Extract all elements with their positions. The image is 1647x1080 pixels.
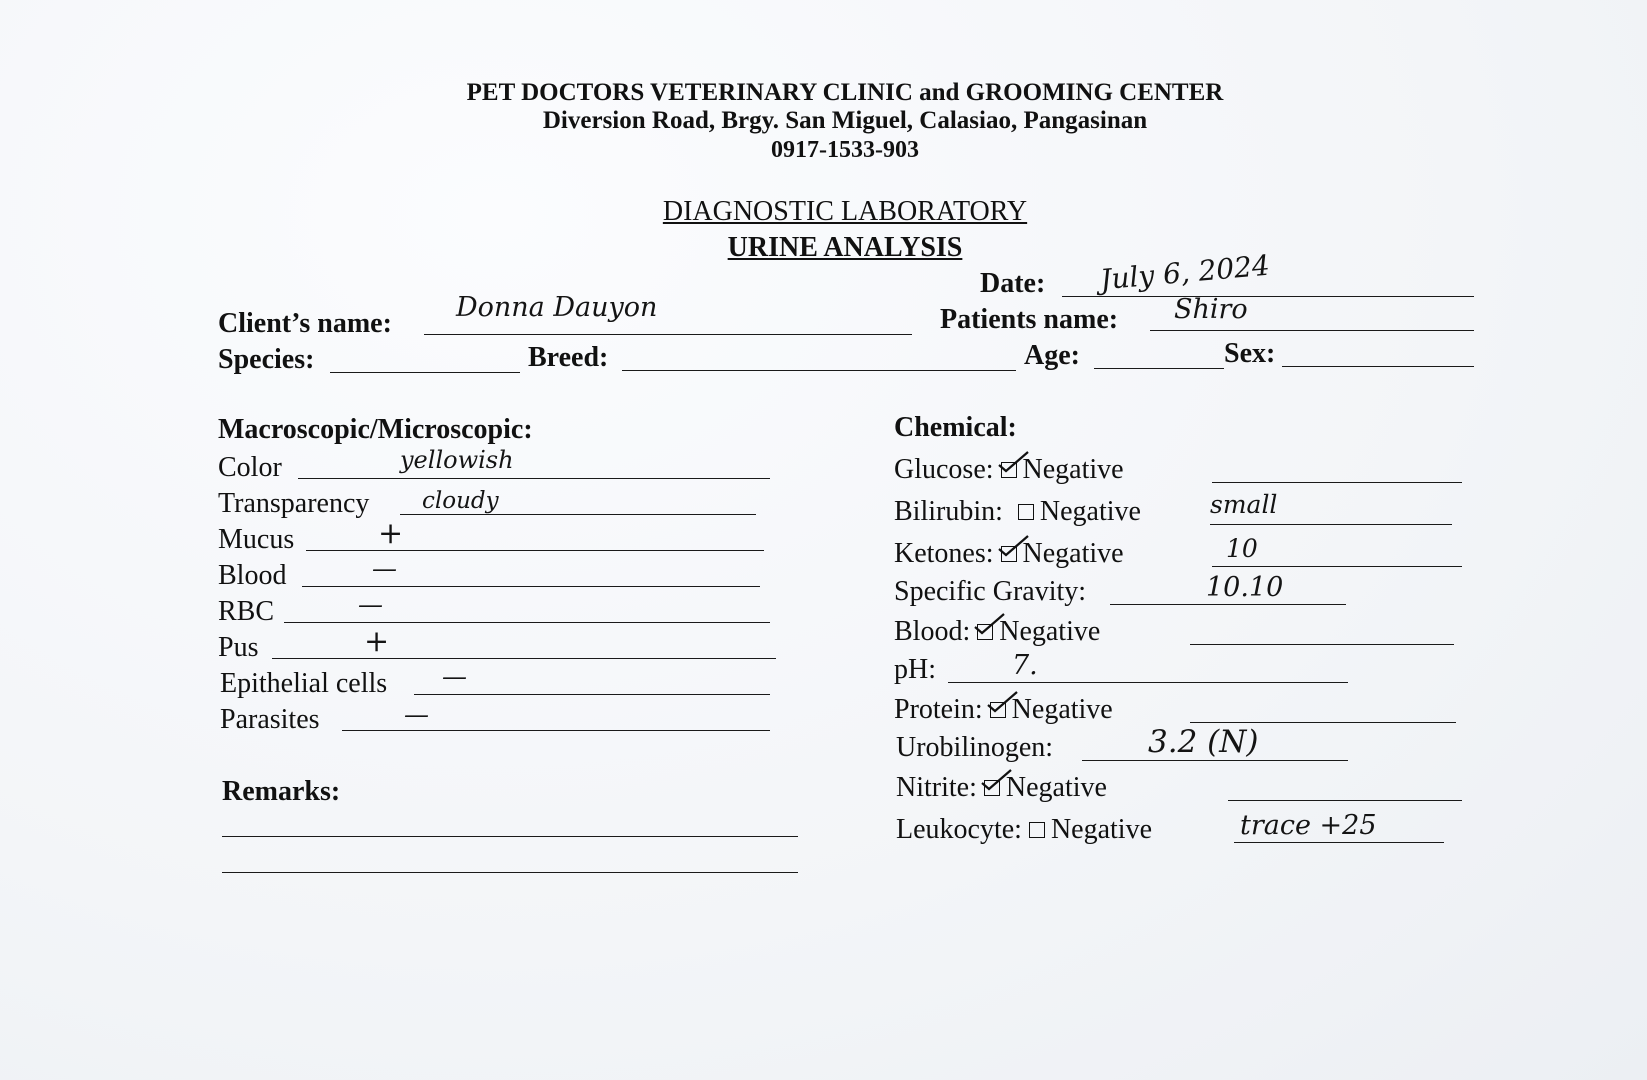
department-title: DIAGNOSTIC LABORATORY [662,196,1028,227]
clinic-name: PET DOCTORS VETERINARY CLINIC and GROOMING CENTER [466,79,1224,106]
clinic-phone: 0917-1533-903 [771,137,919,163]
leukocyte-checkbox[interactable] [1029,822,1045,838]
glucose-checkbox[interactable] [1001,462,1017,478]
blood-chem-label: Blood: [894,616,971,647]
client-name-label: Client’s name: [218,308,392,339]
glucose-row [894,454,1124,486]
specific-gravity-label: Specific Gravity: [894,576,1087,607]
ketones-checkbox[interactable] [1001,546,1017,562]
urobilinogen-label: Urobilinogen: [896,732,1054,763]
nitrite-row [896,772,1107,804]
sex-label: Sex: [1224,338,1276,369]
species-label: Species: [218,344,315,375]
rbc-value[interactable]: — [358,590,383,619]
patient-name-line [1150,330,1474,331]
transparency-value[interactable]: cloudy [422,488,499,514]
remarks-line-2[interactable] [222,872,798,873]
transparency-line [400,514,756,515]
leukocyte-negative: Negative [1050,814,1153,845]
pus-line [272,658,776,659]
leukocyte-row [896,814,1152,846]
nitrite-checkbox[interactable] [984,780,1000,796]
date-value[interactable]: July 6, 2024 [1098,248,1271,297]
check-mark-icon [985,689,1019,715]
age-label: Age: [1024,340,1080,371]
parasites-line [342,730,770,731]
urobilinogen-value[interactable]: 3.2 (N) [1148,724,1259,760]
test-title: URINE ANALYSIS [727,232,963,263]
pus-value[interactable]: + [364,624,390,659]
glucose-line [1212,482,1462,483]
check-mark-icon [979,767,1013,793]
clinic-address: Diversion Road, Brgy. San Miguel, Calasiao, Pangasinan [542,107,1148,134]
ph-label: pH: [894,654,936,685]
patient-name-label: Patients name: [940,304,1119,335]
ph-line [948,682,1348,683]
mucus-label: Mucus [218,524,295,555]
glucose-label: Glucose: [894,454,994,485]
client-name-value[interactable]: Donna Dauyon [456,292,658,323]
mucus-value[interactable]: + [378,516,404,551]
macroscopic-heading: Macroscopic/Microscopic: [218,414,533,445]
parasites-value[interactable]: — [404,700,429,729]
check-mark-icon [996,449,1030,475]
specific-gravity-value[interactable]: 10.10 [1206,572,1284,603]
nitrite-negative: Negative [1005,772,1107,803]
ketones-negative: Negative [1022,538,1124,569]
bilirubin-checkbox[interactable] [1018,504,1034,520]
check-mark-icon [972,611,1006,637]
protein-negative: Negative [1011,694,1113,725]
ketones-row [894,538,1124,570]
ketones-line [1212,566,1462,567]
ketones-value[interactable]: 10 [1226,534,1258,563]
age-line [1094,368,1224,369]
breed-line [622,370,1016,371]
chemical-heading: Chemical: [894,412,1017,443]
pus-label: Pus [218,632,259,663]
glucose-negative: Negative [1022,454,1124,485]
epithelial-value[interactable]: — [442,662,467,691]
blood-chem-checkbox[interactable] [977,624,993,640]
remarks-label: Remarks: [222,776,341,807]
remarks-line-1[interactable] [222,836,798,837]
breed-label: Breed: [528,342,609,373]
blood-micro-line [302,586,760,587]
urobilinogen-line [1082,760,1348,761]
client-name-line [424,334,912,335]
bilirubin-row [894,496,1141,528]
rbc-line [284,622,770,623]
protein-line [1190,722,1456,723]
specific-gravity-line [1110,604,1346,605]
leukocyte-line [1234,842,1444,843]
ph-value[interactable]: 7. [1012,650,1038,681]
mucus-line [306,550,764,551]
blood-chem-row [894,616,1100,648]
color-label: Color [218,452,282,483]
sex-line [1282,366,1474,367]
rbc-label: RBC [218,596,275,627]
check-mark-icon [996,533,1030,559]
blood-micro-value[interactable]: — [372,554,397,583]
bilirubin-label: Bilirubin: [894,496,1003,527]
bilirubin-line [1210,524,1452,525]
leukocyte-label: Leukocyte: [896,814,1022,845]
nitrite-line [1228,800,1462,801]
patient-name-value[interactable]: Shiro [1174,294,1248,325]
protein-checkbox[interactable] [990,702,1006,718]
epithelial-label: Epithelial cells [220,668,388,699]
transparency-label: Transparency [218,488,370,519]
date-label: Date: [980,268,1046,299]
date-line [1062,296,1474,297]
parasites-label: Parasites [220,704,320,735]
color-line [298,478,770,479]
leukocyte-value[interactable]: trace +25 [1240,810,1377,841]
bilirubin-value[interactable]: small [1210,490,1278,519]
ketones-label: Ketones: [894,538,994,569]
protein-label: Protein: [894,694,983,725]
protein-row [894,694,1113,726]
epithelial-line [414,694,770,695]
blood-chem-line [1190,644,1454,645]
bilirubin-negative: Negative [1039,496,1141,527]
color-value[interactable]: yellowish [400,446,514,474]
blood-micro-label: Blood [218,560,287,591]
nitrite-label: Nitrite: [896,772,977,803]
species-line [330,372,520,373]
blood-chem-negative: Negative [999,616,1101,647]
